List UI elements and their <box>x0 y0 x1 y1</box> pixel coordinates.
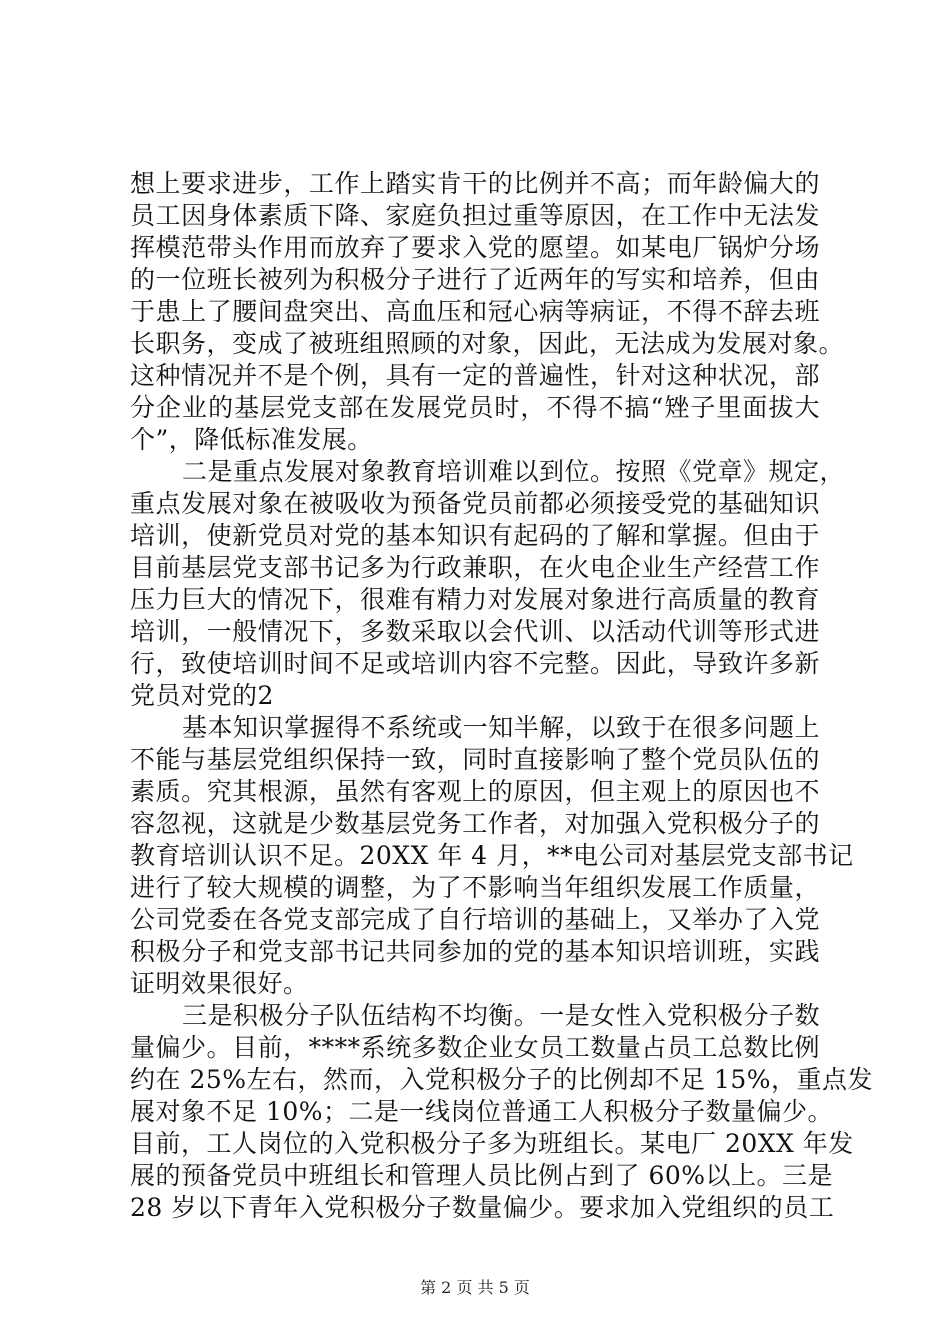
text-line: 素质。究其根源，虽然有客观上的原因，但主观上的原因也不 <box>130 777 820 806</box>
text-line: 进行了较大规模的调整，为了不影响当年组织发展工作质量， <box>130 873 820 902</box>
text-line: 约在 25%左右，然而，入党积极分子的比例却不足 15%，重点发 <box>130 1065 874 1094</box>
text-line: 的一位班长被列为积极分子进行了近两年的写实和培养，但由 <box>130 265 820 294</box>
text-line: 分企业的基层党支部在发展党员时，不得不搞“矬子里面拔大 <box>130 393 820 422</box>
text-line: 28 岁以下青年入党积极分子数量偏少。要求加入党组织的员工 <box>130 1193 835 1222</box>
document-body <box>130 168 874 1224</box>
text-line: 培训，使新党员对党的基本知识有起码的了解和掌握。但由于 <box>130 521 820 550</box>
text-line: 想上要求进步，工作上踏实肯干的比例并不高；而年龄偏大的 <box>130 169 820 198</box>
text-line: 挥模范带头作用而放弃了要求入党的愿望。如某电厂锅炉分场 <box>130 233 820 262</box>
text-line: 员工因身体素质下降、家庭负担过重等原因，在工作中无法发 <box>130 201 820 230</box>
text-line: 行，致使培训时间不足或培训内容不完整。因此，导致许多新 <box>130 649 820 678</box>
text-line: 不能与基层党组织保持一致，同时直接影响了整个党员队伍的 <box>130 745 820 774</box>
text-line: 目前，工人岗位的入党积极分子多为班组长。某电厂 20XX 年发 <box>130 1129 854 1158</box>
text-line: 长职务，变成了被班组照顾的对象，因此，无法成为发展对象。 <box>130 329 845 358</box>
text-line: 党员对党的2 <box>130 681 274 710</box>
text-line: 个”，降低标准发展。 <box>130 425 373 454</box>
text-line: 公司党委在各党支部完成了自行培训的基础上，又举办了入党 <box>130 905 820 934</box>
text-line: 基本知识掌握得不系统或一知半解，以致于在很多问题上 <box>182 713 820 742</box>
page-footer: 第 2 页 共 5 页 <box>420 1278 530 1297</box>
text-line: 这种情况并不是个例，具有一定的普遍性，针对这种状况，部 <box>130 361 820 390</box>
text-line: 二是重点发展对象教育培训难以到位。按照《党章》规定， <box>182 457 846 486</box>
text-line: 压力巨大的情况下，很难有精力对发展对象进行高质量的教育 <box>130 585 820 614</box>
text-line: 量偏少。目前，****系统多数企业女员工数量占员工总数比例 <box>130 1033 820 1062</box>
text-line: 展的预备党员中班组长和管理人员比例占到了 60%以上。三是 <box>130 1161 834 1190</box>
text-line: 三是积极分子队伍结构不均衡。一是女性入党积极分子数 <box>182 1001 820 1030</box>
text-line: 重点发展对象在被吸收为预备党员前都必须接受党的基础知识 <box>130 489 820 518</box>
text-line: 于患上了腰间盘突出、高血压和冠心病等病证，不得不辞去班 <box>130 297 820 326</box>
text-line: 积极分子和党支部书记共同参加的党的基本知识培训班，实践 <box>130 937 820 966</box>
text-line: 证明效果很好。 <box>130 969 309 998</box>
text-line: 容忽视，这就是少数基层党务工作者，对加强入党积极分子的 <box>130 809 820 838</box>
text-line: 教育培训认识不足。20XX 年 4 月，**电公司对基层党支部书记 <box>130 841 854 870</box>
text-line: 展对象不足 10%；二是一线岗位普通工人积极分子数量偏少。 <box>130 1097 834 1126</box>
text-line: 目前基层党支部书记多为行政兼职，在火电企业生产经营工作 <box>130 553 820 582</box>
text-line: 培训，一般情况下，多数采取以会代训、以活动代训等形式进 <box>130 617 820 646</box>
